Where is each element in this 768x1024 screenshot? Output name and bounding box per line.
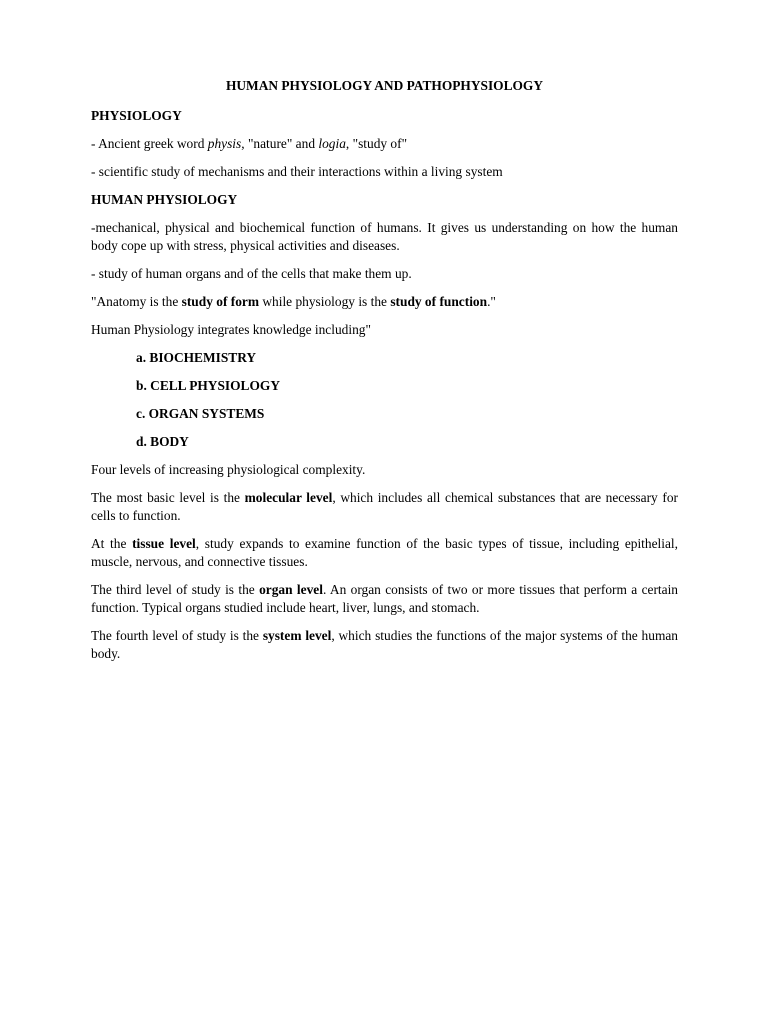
term-organ-level: organ level — [259, 582, 323, 597]
section-heading-physiology: PHYSIOLOGY — [91, 108, 182, 123]
term-molecular-level: molecular level — [244, 490, 333, 505]
list-item-biochemistry: a. BIOCHEMISTRY — [136, 350, 257, 365]
levels-intro: Four levels of increasing physiological complexity. — [91, 462, 366, 477]
physiology-definition: - scientific study of mechanisms and their interactions within a living system — [91, 164, 503, 179]
section-heading-human-physiology: HUMAN PHYSIOLOGY — [91, 192, 238, 207]
integrates-intro: Human Physiology integrates knowledge including" — [91, 322, 371, 337]
physiology-etymology: - Ancient greek word physis, "nature" and logia, "study of" — [91, 136, 408, 151]
term-system-level: system level — [262, 628, 332, 643]
human-physiology-study: - study of human organs and of the cells that make them up. — [91, 266, 412, 281]
term-physis: physis — [207, 136, 242, 151]
term-study-of-form: study of form — [181, 294, 260, 309]
organ-level-paragraph: The third level of study is the organ level. An organ consists of two or more tissues that perform a certain function. Typical organs studied include heart, liver, lungs, and stomach. — [91, 582, 679, 615]
molecular-level-paragraph: The most basic level is the molecular level, which includes all chemical substances that are necessary for cells to function. — [91, 490, 678, 523]
document-page — [91, 77, 678, 673]
tissue-level-paragraph: At the tissue level, study expands to examine function of the basic types of tissue, including epithelial, muscle, nervous, and connective tissues. — [91, 536, 678, 569]
system-level-paragraph: The fourth level of study is the system level, which studies the functions of the major systems of the human body. — [91, 628, 679, 661]
list-item-cell-physiology: b. CELL PHYSIOLOGY — [136, 378, 280, 393]
term-study-of-function: study of function — [390, 294, 488, 309]
term-tissue-level: tissue level — [132, 536, 196, 551]
document-title: HUMAN PHYSIOLOGY AND PATHOPHYSIOLOGY — [225, 78, 544, 93]
term-logia: logia — [318, 136, 346, 151]
human-physiology-definition: -mechanical, physical and biochemical function of humans. It gives us understanding on how the human body cope up with stress, physical activities and diseases. — [91, 220, 678, 253]
list-item-body: d. BODY — [136, 434, 189, 449]
list-item-organ-systems: c. ORGAN SYSTEMS — [136, 406, 265, 421]
anatomy-quote: "Anatomy is the study of form while physiology is the study of function." — [91, 294, 496, 309]
